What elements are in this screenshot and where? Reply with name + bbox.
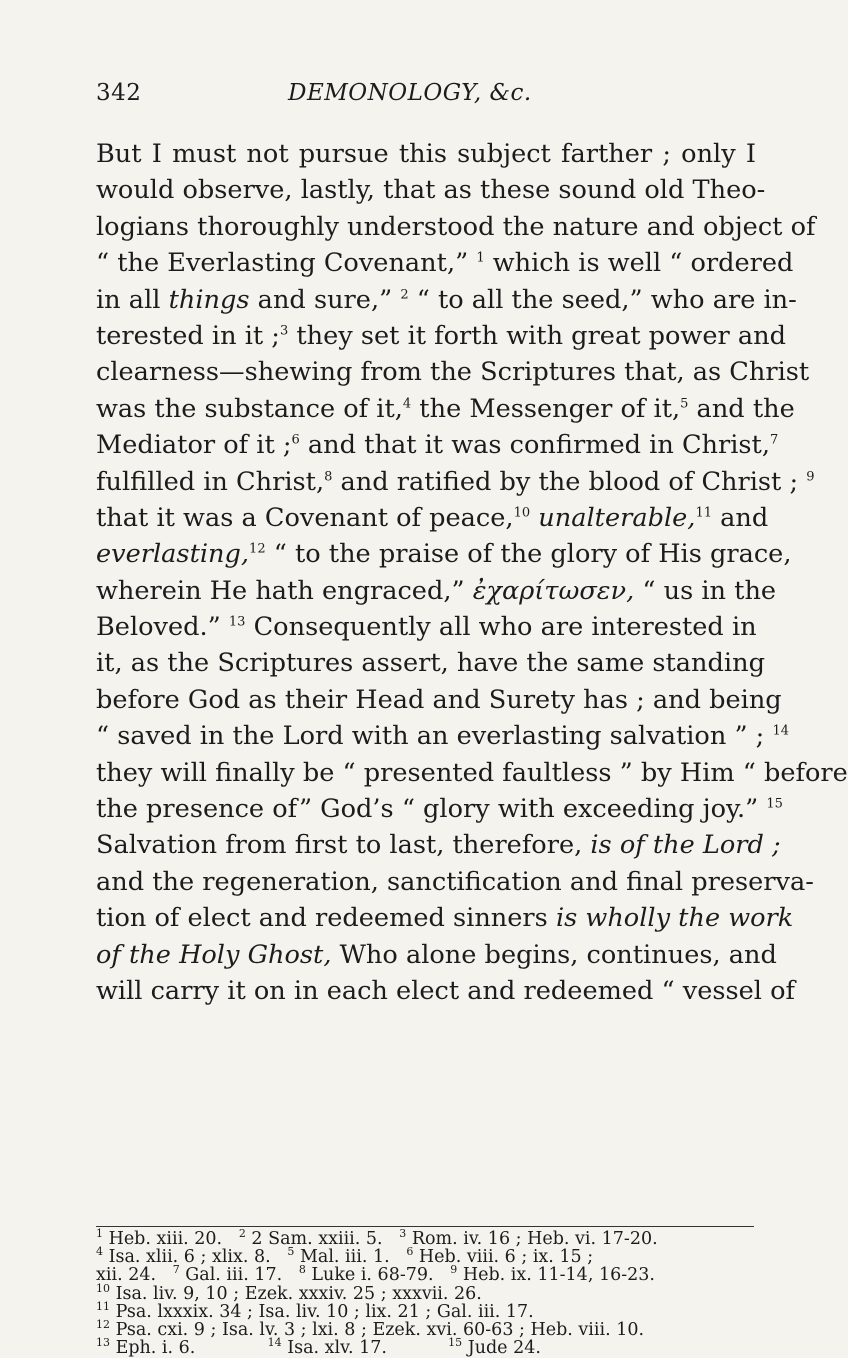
footnote-ref: 10 [513, 505, 531, 521]
text-run: Rom. iv. 16 ; Heb. vi. 17-20. [406, 1229, 658, 1249]
text-run: “ the Everlasting Covenant,” [96, 248, 477, 279]
footnote-ref: 6 [406, 1245, 414, 1259]
text-run: before God as their Head and Surety has ; and being [96, 684, 782, 715]
text-run: Who alone begins, continues, and [331, 939, 777, 970]
text-run: that it was a Covenant of peace, [96, 502, 514, 533]
footnote-ref: 4 [96, 1245, 103, 1259]
text-run: Psa. cxi. 9 ; Isa. lv. 3 ; lxi. 8 ; Ezek. xvi. 60-63 ; Heb. viii. 10. [110, 1320, 645, 1341]
text-line [96, 900, 794, 936]
text-line [96, 682, 782, 718]
text-line [96, 718, 789, 754]
footnote-ref: 14 [772, 723, 789, 739]
body-text [96, 136, 848, 1009]
footnote-line [96, 1336, 756, 1358]
text-line [96, 827, 781, 863]
footnote-ref: 10 [96, 1281, 110, 1295]
text-line [96, 755, 848, 791]
running-head [96, 80, 752, 120]
page-number: 342 [96, 80, 142, 106]
footnote-line [96, 1281, 756, 1304]
italic-text: everlasting, [96, 539, 250, 570]
text-line [96, 609, 756, 645]
footnote-line [96, 1227, 756, 1249]
text-run: was the substance of it, [96, 393, 403, 424]
footnote-line [96, 1263, 756, 1286]
footnote-ref: 6 [291, 432, 300, 448]
italic-text: things [168, 284, 250, 315]
text-run: fulfilled in Christ, [96, 466, 325, 497]
text-line [96, 391, 795, 427]
footnote-ref: 3 [399, 1227, 407, 1241]
footnote-ref: 12 [96, 1318, 110, 1332]
footnote-ref: 12 [249, 541, 266, 557]
text-line [96, 282, 797, 318]
text-run: Gal. iii. 17. [179, 1265, 299, 1286]
footnote-ref: 8 [324, 468, 333, 484]
text-line [96, 500, 769, 536]
text-run: Heb. viii. 6 ; ix. 15 ; [413, 1247, 594, 1268]
text-run: Isa. xlii. 6 ; xlix. 8. [103, 1247, 288, 1268]
text-line [96, 209, 816, 245]
text-run: “ saved in the Lord with an everlasting salvation ” ; [96, 721, 773, 752]
footnote-ref: 14 [267, 1336, 282, 1350]
footnote-ref: 7 [172, 1263, 180, 1277]
text-run: “ to all the seed,” who are in- [408, 284, 797, 315]
text-line [96, 172, 766, 208]
text-run: Consequently all who are interested in [245, 612, 757, 643]
text-run: wherein He hath engraced,” [96, 575, 473, 606]
text-run: and that it was confirmed in Christ, [299, 430, 770, 461]
text-run: Isa. xlv. 17. [281, 1338, 449, 1358]
text-run: Salvation from first to last, therefore, [96, 830, 591, 861]
footnote-rule [96, 1226, 754, 1227]
text-run: clearness—shewing from the Scriptures that, as Christ [96, 357, 810, 388]
text-run: and the regeneration, sanctification and final preserva- [96, 866, 814, 897]
text-line [96, 427, 779, 463]
text-run: Heb. ix. 11-14, 16-23. [457, 1265, 655, 1286]
text-line [96, 536, 792, 572]
italic-text: unalterable, [538, 502, 696, 533]
footnotes [96, 1227, 756, 1358]
footnote-line [96, 1318, 756, 1341]
text-run: and [711, 502, 769, 533]
text-run: they will finally be “ presented faultless ” by Him “ before [96, 757, 848, 788]
footnote-line [96, 1245, 756, 1268]
text-run: Isa. liv. 9, 10 ; Ezek. xxxiv. 25 ; xxxvii. 26. [110, 1283, 482, 1304]
text-run: Mal. iii. 1. [294, 1247, 407, 1268]
footnote-ref: 2 [400, 287, 409, 303]
footnote-ref: 4 [402, 396, 412, 412]
running-title: DEMONOLOGY, &c. [288, 80, 532, 106]
text-run: will carry it on in each elect and redeemed “ vessel of [96, 975, 795, 1006]
text-line [96, 791, 783, 827]
text-line [96, 464, 815, 500]
italic-text: is wholly the work [555, 903, 794, 934]
text-run: xii. 24. [96, 1265, 173, 1286]
text-line [96, 354, 810, 390]
italic-text: is of the Lord ; [590, 830, 781, 861]
footnote-ref: 1 [476, 250, 485, 266]
text-run: Heb. xiii. 20. [103, 1229, 239, 1249]
text-run: Mediator of it ; [96, 430, 292, 461]
footnote-ref: 3 [279, 323, 289, 339]
footnote-ref: 5 [287, 1245, 295, 1259]
text-run: “ us in the [634, 575, 777, 606]
text-run: would observe, lastly, that as these sound old Theo- [96, 175, 766, 206]
text-run: Eph. i. 6. [110, 1338, 268, 1358]
footnote-ref: 15 [448, 1336, 463, 1350]
text-line [96, 645, 765, 681]
footnote-ref: 8 [298, 1263, 306, 1277]
footnote-ref: 9 [806, 468, 815, 484]
text-line [96, 937, 777, 973]
footnote-ref: 11 [96, 1299, 110, 1313]
text-line [96, 245, 794, 281]
text-run: Psa. lxxxix. 34 ; Isa. liv. 10 ; lix. 21 ; Gal. iii. 17. [110, 1301, 534, 1322]
footnote-ref: 1 [96, 1227, 103, 1241]
text-run: But I must not pursue this subject farther ; only I [96, 139, 756, 169]
text-run: and the [688, 393, 795, 424]
italic-text: ἐχαρίτωσεν, [472, 575, 635, 606]
footnote-line [96, 1299, 756, 1322]
text-run: and ratified by the blood of Christ ; [332, 466, 807, 497]
text-run: the Messenger of it, [411, 393, 681, 424]
text-run: and sure,” [249, 284, 401, 315]
footnote-ref: 13 [96, 1336, 110, 1350]
text-run: which is well “ ordered [484, 248, 794, 279]
footnote-ref: 5 [680, 396, 689, 412]
footnote-ref: 11 [695, 505, 712, 521]
text-run: they set it forth with great power and [288, 320, 786, 351]
footnote-ref: 9 [450, 1263, 458, 1277]
footnote-ref: 13 [228, 614, 246, 630]
text-line [96, 973, 795, 1009]
text-run: Luke i. 68-79. [305, 1265, 451, 1286]
text-run: logians thoroughly understood the nature and object of [96, 211, 816, 242]
text-run: “ to the praise of the glory of His grace, [265, 539, 792, 570]
footnote-ref: 15 [766, 796, 783, 812]
text-line [96, 318, 786, 354]
text-line [96, 573, 777, 609]
text-run: tion of elect and redeemed sinners [96, 903, 556, 934]
footnote-ref: 7 [769, 432, 779, 448]
text-run: in all [96, 284, 169, 315]
text-run: terested in it ; [96, 320, 280, 351]
text-run: Beloved.” [96, 612, 229, 643]
text-run: it, as the Scriptures assert, have the same standing [96, 648, 765, 679]
footnote-ref: 2 [238, 1227, 246, 1241]
italic-text: of the Holy Ghost, [96, 939, 332, 970]
text-run: 2 Sam. xxiii. 5. [245, 1229, 400, 1249]
text-line [96, 136, 756, 172]
text-run: Jude 24. [462, 1338, 541, 1358]
text-run: the presence of” God’s “ glory with exceeding joy.” [96, 794, 767, 825]
text-line [96, 864, 814, 900]
